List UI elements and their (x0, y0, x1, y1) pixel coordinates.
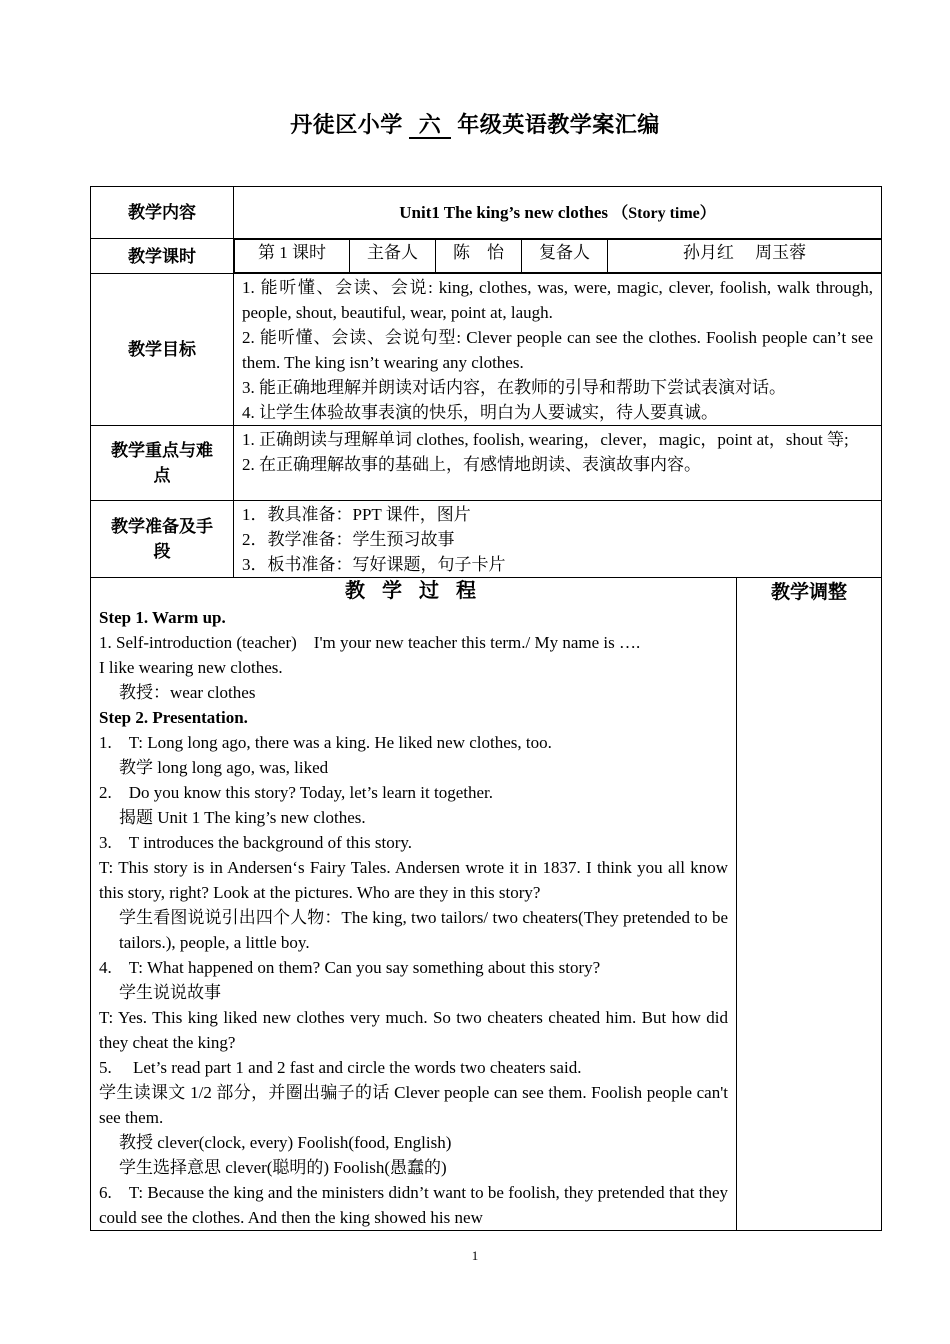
prep-label-text: 教学准备及手段 (111, 517, 213, 561)
co-preparer-label: 复备人 (522, 240, 608, 273)
process-line: 教授：wear clothes (119, 683, 256, 702)
prep-line: 2．教学准备：学生预习故事 (242, 530, 455, 549)
unit-title-cell (234, 187, 882, 239)
process-line: 揭题 Unit 1 The king’s new clothes. (119, 808, 366, 827)
process-line: 2. Do you know this story? Today, let’s learn it together. (99, 783, 494, 802)
lesson-number: 第 1 课时 (235, 240, 350, 273)
preparer-label: 主备人 (350, 240, 436, 273)
process-line: 教学 long long ago, was, liked (119, 758, 329, 777)
process-line: T: Yes. This king liked new clothes very much. So two cheaters cheated him. But how did they cheat the king? (99, 1008, 728, 1052)
process-line: Step 1. Warm up. (99, 608, 226, 627)
prep-line: 3．板书准备：写好课题，句子卡片 (242, 555, 506, 574)
process-line: 学生选择意思 clever(聪明的) Foolish(愚蠢的) (119, 1158, 447, 1177)
period-label: 教学课时 (91, 239, 234, 274)
process-lines (91, 604, 736, 1230)
process-line: 学生读课文 1/2 部分，并圈出骗子的话 Clever people can see them. Foolish people can't see them. (99, 1083, 728, 1127)
process-line: 学生说说故事 (119, 983, 221, 1002)
content-label: 教学内容 (91, 187, 234, 239)
key-point-line: 2. 在正确理解故事的基础上，有感情地朗读、表演故事内容。 (242, 455, 701, 474)
process-line: 5. Let’s read part 1 and 2 fast and circle the words two cheaters said. (99, 1058, 582, 1077)
preparer-name: 陈 怡 (436, 240, 522, 273)
page-number: 1 (471, 1248, 479, 1263)
title-grade: 六 (409, 113, 452, 139)
title-suffix: 年级英语教学案汇编 (457, 112, 660, 137)
prep-cell (234, 501, 882, 578)
key-points-label (91, 426, 234, 501)
key-point-line: 1. 正确朗读与理解单词 clothes, foolish, wearing，clever，magic，point at，shout 等; (242, 430, 849, 449)
process-line: 6. T: Because the king and the ministers didn’t want to be foolish, they pretended that they could see the clothes. And then the king showed his new (99, 1183, 728, 1227)
goal-line: 3. 能正确地理解并朗读对话内容，在教师的引导和帮助下尝试表演对话。 (242, 378, 786, 397)
process-line: 1. Self-introduction (teacher) I'm your new teacher this term./ My name is …. (99, 633, 641, 652)
title-prefix: 丹徒区小学 (290, 112, 403, 137)
goal-line: 2. 能听懂、会读、会说句型: Clever people can see the clothes. Foolish people can’t see them. The king isn’t wearing any clothes. (242, 328, 874, 372)
prep-label (91, 501, 234, 578)
key-points-label-text: 教学重点与难点 (111, 441, 213, 485)
process-line: 学生看图说说引出四个人物：The king, two tailors/ two cheaters(They pretended to be tailors.), people, a little boy. (119, 908, 728, 952)
process-line: I like wearing new clothes. (99, 658, 283, 677)
process-line: T: This story is in Andersen‘s Fairy Tales. Andersen wrote it in 1837. I think you all know this story, right? Look at the pictures. Who are they in this story? (99, 858, 728, 902)
prep-line: 1．教具准备：PPT 课件，图片 (242, 505, 471, 524)
process-line: 3. T introduces the background of this story. (99, 833, 413, 852)
process-line: Step 2. Presentation. (99, 708, 248, 727)
document-title (0, 108, 950, 139)
goal-line: 4. 让学生体验故事表演的快乐，明白为人要诚实，待人要真诚。 (242, 403, 718, 422)
process-cell (91, 578, 737, 1231)
process-heading: 教 学 过 程 (345, 580, 482, 602)
process-line: 教授 clever(clock, every) Foolish(food, English) (119, 1133, 452, 1152)
adjustment-cell (737, 578, 882, 1231)
process-line: 1. T: Long long ago, there was a king. He liked new clothes, too. (99, 733, 552, 752)
process-line: 4. T: What happened on them? Can you say something about this story? (99, 958, 601, 977)
adjustment-heading: 教学调整 (771, 582, 848, 603)
unit-title: Unit1 The king’s new clothes (399, 202, 608, 222)
key-points-cell (234, 426, 882, 501)
period-cell (234, 239, 882, 274)
goal-line: 1. 能听懂、会读、会说: king, clothes, was, were, magic, clever, foolish, walk through, people, shout, beautiful, wear, point at, laugh. (242, 278, 874, 322)
period-inner-table (234, 239, 881, 273)
goals-cell (234, 274, 882, 426)
co-preparer-names: 孙月红 周玉蓉 (608, 240, 882, 273)
lesson-plan-table (90, 186, 882, 1231)
goals-label: 教学目标 (91, 274, 234, 426)
unit-subtitle: （Story time） (612, 204, 716, 222)
